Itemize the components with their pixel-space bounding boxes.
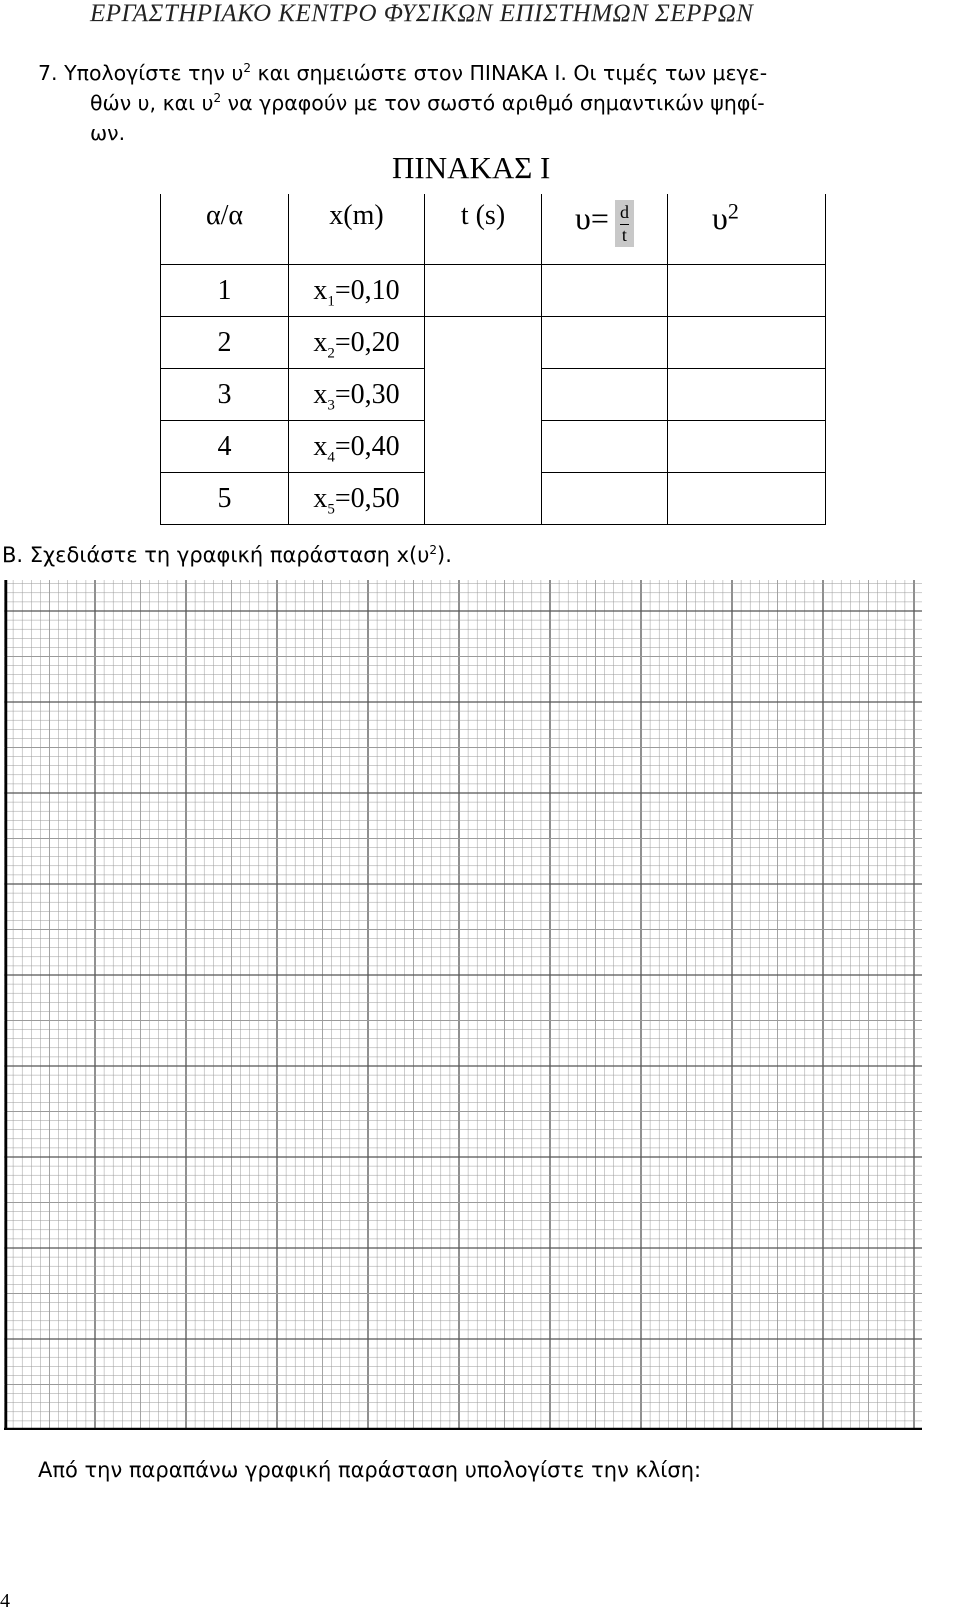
row-v2-cell[interactable]	[668, 265, 826, 317]
row-index: 4	[161, 421, 289, 473]
q7-text: θών υ, και υ	[90, 91, 214, 115]
q7-text: να γραφούν με τον σωστό αριθμό σημαντικών ψηφί-	[221, 91, 765, 115]
table-title: ΠΙΝΑΚΑΣ Ι	[392, 150, 551, 185]
table-row	[161, 317, 826, 369]
header-velocity	[542, 194, 668, 265]
row-t-cell[interactable]	[425, 317, 542, 369]
header-index: α/α	[161, 194, 289, 265]
q7-text: 7. Υπολογίστε την υ	[38, 61, 244, 85]
x-var: x	[313, 482, 328, 514]
fraction-numerator: d	[620, 202, 629, 225]
row-v-cell[interactable]	[542, 369, 668, 421]
x-sub: 3	[327, 397, 335, 414]
row-index: 3	[161, 369, 289, 421]
row-index: 5	[161, 473, 289, 525]
question-7-line-3: ων.	[90, 121, 126, 145]
x-var: x	[313, 378, 328, 410]
row-x	[289, 369, 425, 421]
row-index: 2	[161, 317, 289, 369]
question-7-line-2	[90, 88, 765, 118]
q7-text: και σημειώστε στον ΠΙΝΑΚΑ Ι. Οι τιμές των μεγε-	[250, 61, 768, 85]
row-v2-cell[interactable]	[668, 317, 826, 369]
row-v-cell[interactable]	[542, 473, 668, 525]
graph-paper[interactable]	[4, 580, 922, 1430]
v2-superscript: 2	[727, 198, 739, 224]
row-v2-cell[interactable]	[668, 473, 826, 525]
row-v2-cell[interactable]	[668, 369, 826, 421]
table-row	[161, 421, 826, 473]
row-v2-cell[interactable]	[668, 421, 826, 473]
x-value: =0,30	[334, 378, 400, 410]
velocity-label: υ=	[575, 200, 609, 236]
row-x	[289, 473, 425, 525]
section-b-instruction	[2, 543, 452, 567]
row-v-cell[interactable]	[542, 317, 668, 369]
x-var: x	[313, 430, 328, 462]
x-value: =0,20	[334, 326, 400, 358]
table-row	[161, 369, 826, 421]
superscript: 2	[213, 91, 222, 106]
slope-question: Από την παραπάνω γραφική παράσταση υπολογίστε την κλίση:	[38, 1458, 702, 1482]
question-7-line-1	[38, 58, 767, 88]
data-table	[160, 194, 826, 525]
header-x-label: x(m)	[329, 200, 384, 231]
page-number: 4	[0, 1590, 10, 1612]
row-x	[289, 265, 425, 317]
table-row	[161, 265, 826, 317]
table-row	[161, 473, 826, 525]
header-x	[289, 194, 425, 265]
x-sub: 4	[327, 449, 335, 466]
x-sub: 1	[327, 293, 335, 310]
velocity-fraction	[615, 200, 634, 247]
x-value: =0,40	[334, 430, 400, 462]
x-sub: 2	[327, 345, 335, 362]
section-b-text: Β. Σχεδιάστε τη γραφική παράσταση x(υ	[2, 543, 430, 567]
row-x	[289, 317, 425, 369]
row-t-cell[interactable]	[425, 421, 542, 473]
header-t: t (s)	[425, 194, 542, 265]
header-velocity-squared	[668, 194, 826, 265]
v2-label: υ	[712, 200, 728, 236]
row-t-cell[interactable]	[425, 265, 542, 317]
row-t-cell[interactable]	[425, 369, 542, 421]
section-b-text: ).	[437, 543, 452, 567]
x-var: x	[313, 274, 328, 306]
row-x	[289, 421, 425, 473]
x-value: =0,50	[334, 482, 400, 514]
x-var: x	[313, 326, 328, 358]
superscript: 2	[429, 543, 437, 557]
row-v-cell[interactable]	[542, 265, 668, 317]
fraction-denominator: t	[621, 225, 627, 245]
row-index: 1	[161, 265, 289, 317]
x-value: =0,10	[334, 274, 400, 306]
page-header: ΕΡΓΑΣΤΗΡΙΑΚΟ ΚΕΝΤΡΟ ΦΥΣΙΚΩΝ ΕΠΙΣΤΗΜΩΝ ΣΕΡΡΩΝ	[90, 0, 754, 27]
table-header-row	[161, 194, 826, 265]
x-sub: 5	[327, 501, 335, 518]
row-v-cell[interactable]	[542, 421, 668, 473]
superscript: 2	[243, 61, 251, 76]
row-t-cell[interactable]	[425, 473, 542, 525]
